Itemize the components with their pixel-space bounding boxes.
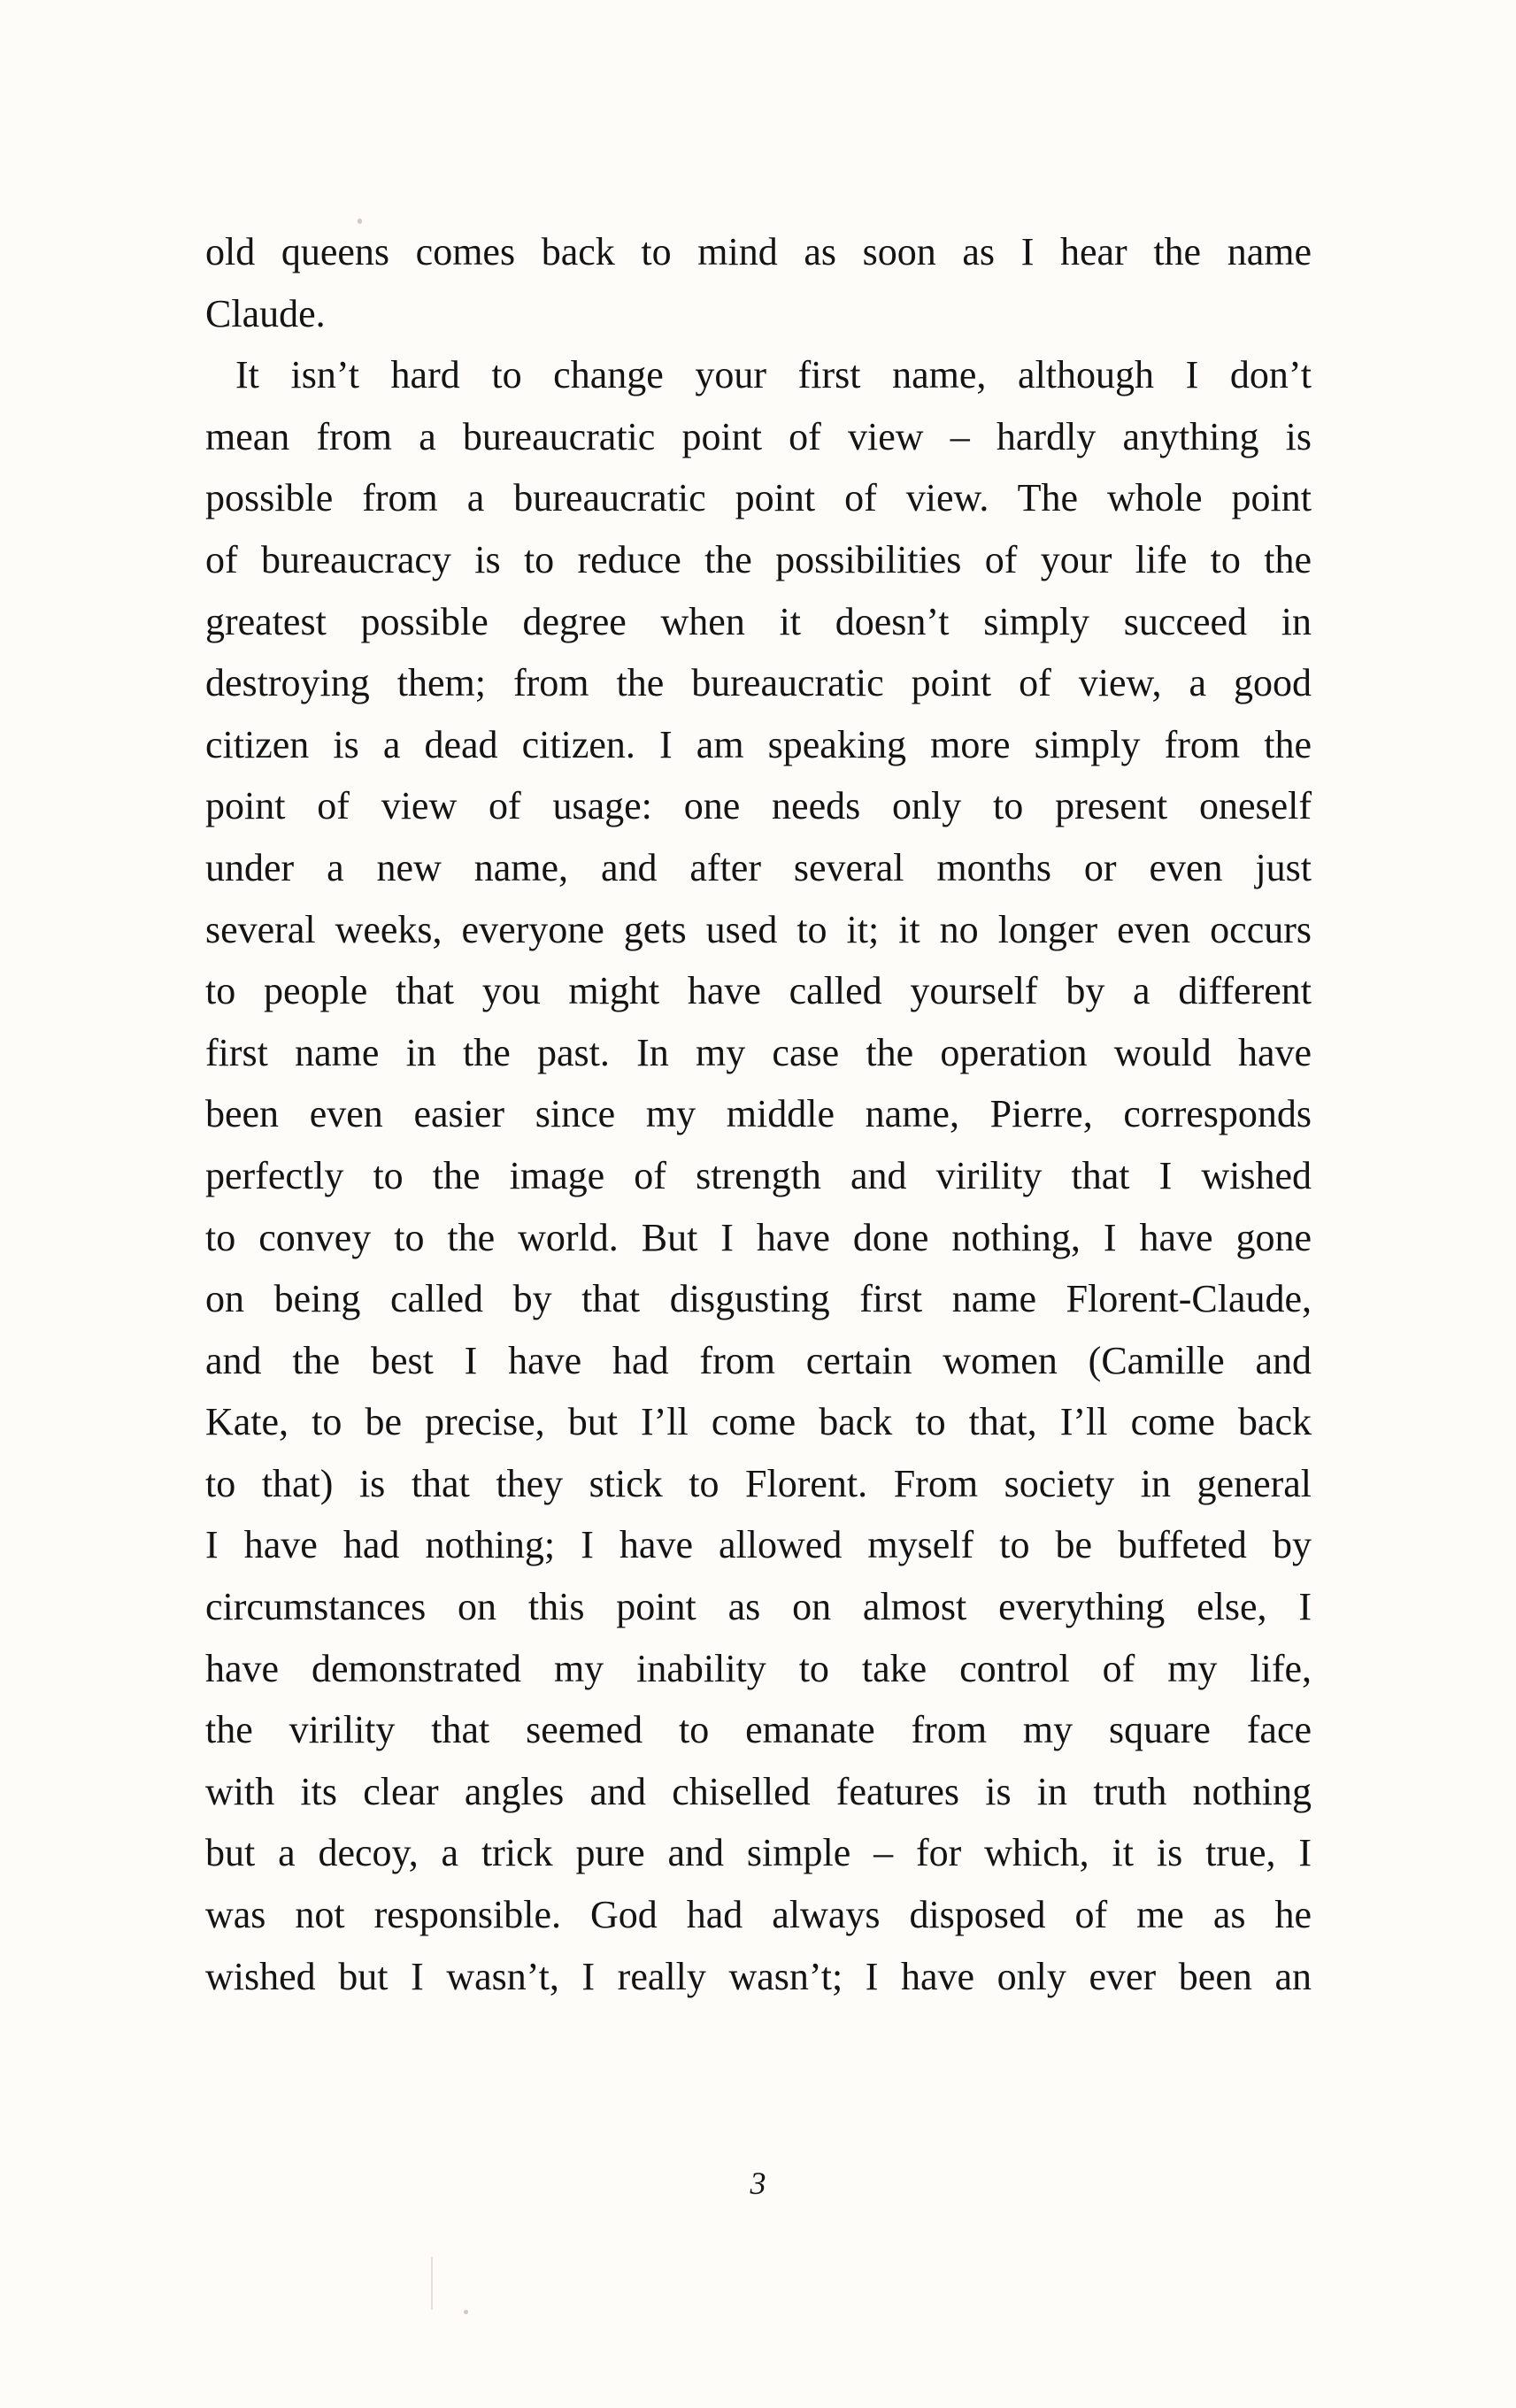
text-line: but a decoy, a trick pure and simple – for which, it is true, I — [205, 1831, 1312, 1875]
text-line: under a new name, and after several months or even just — [205, 845, 1312, 889]
text-line: possible from a bureaucratic point of view. The whole point — [205, 476, 1312, 520]
page-number: 3 — [750, 2166, 766, 2201]
text-line: have demonstrated my inability to take control of my life, — [205, 1646, 1312, 1690]
text-line: first name in the past. In my case the operation would have — [205, 1030, 1312, 1074]
text-line: been even easier since my middle name, Pierre, corresponds — [205, 1092, 1312, 1136]
text-line: citizen is a dead citizen. I am speaking more simply from the — [205, 722, 1312, 766]
text-line: mean from a bureaucratic point of view – hardly anything is — [205, 414, 1312, 458]
text-line: point of view of usage: one needs only to present oneself — [205, 784, 1312, 828]
text-line: perfectly to the image of strength and virility that I wished — [205, 1153, 1312, 1197]
text-line: old queens comes back to mind as soon as I hear the name — [205, 230, 1312, 273]
text-line: greatest possible degree when it doesn’t simply succeed in — [205, 599, 1312, 643]
scan-speck — [464, 2310, 468, 2314]
text-line: Kate, to be precise, but I’ll come back to that, I’ll come back — [205, 1400, 1312, 1444]
text-line: Claude. — [205, 291, 326, 335]
text-line: the virility that seemed to emanate from my square face — [205, 1708, 1312, 1752]
text-line: wished but I wasn’t, I really wasn’t; I have only ever been an — [205, 1954, 1312, 1998]
text-line: of bureaucracy is to reduce the possibilities of your life to the — [205, 537, 1312, 581]
text-line: to people that you might have called yourself by a different — [205, 969, 1312, 1013]
text-line: destroying them; from the bureaucratic point of view, a good — [205, 661, 1312, 705]
text-line: to that) is that they stick to Florent. From society in general — [205, 1461, 1312, 1505]
text-line: circumstances on this point as on almost everything else, I — [205, 1585, 1312, 1629]
text-line: I have had nothing; I have allowed myself to be buffeted by — [205, 1523, 1312, 1567]
text-line: It isn’t hard to change your first name, although I don’t — [235, 353, 1312, 397]
text-line: was not responsible. God had always disposed of me as he — [205, 1893, 1312, 1937]
text-line: and the best I have had from certain women (Camille and — [205, 1338, 1312, 1382]
text-line: on being called by that disgusting first name Florent-Claude, — [205, 1277, 1312, 1321]
text-line: several weeks, everyone gets used to it; it no longer even occurs — [205, 907, 1312, 951]
text-line: with its clear angles and chiselled features is in truth nothing — [205, 1769, 1312, 1813]
text-line: to convey to the world. But I have done nothing, I have gone — [205, 1215, 1312, 1259]
scan-line — [431, 2257, 433, 2310]
body-text — [205, 221, 1312, 2007]
